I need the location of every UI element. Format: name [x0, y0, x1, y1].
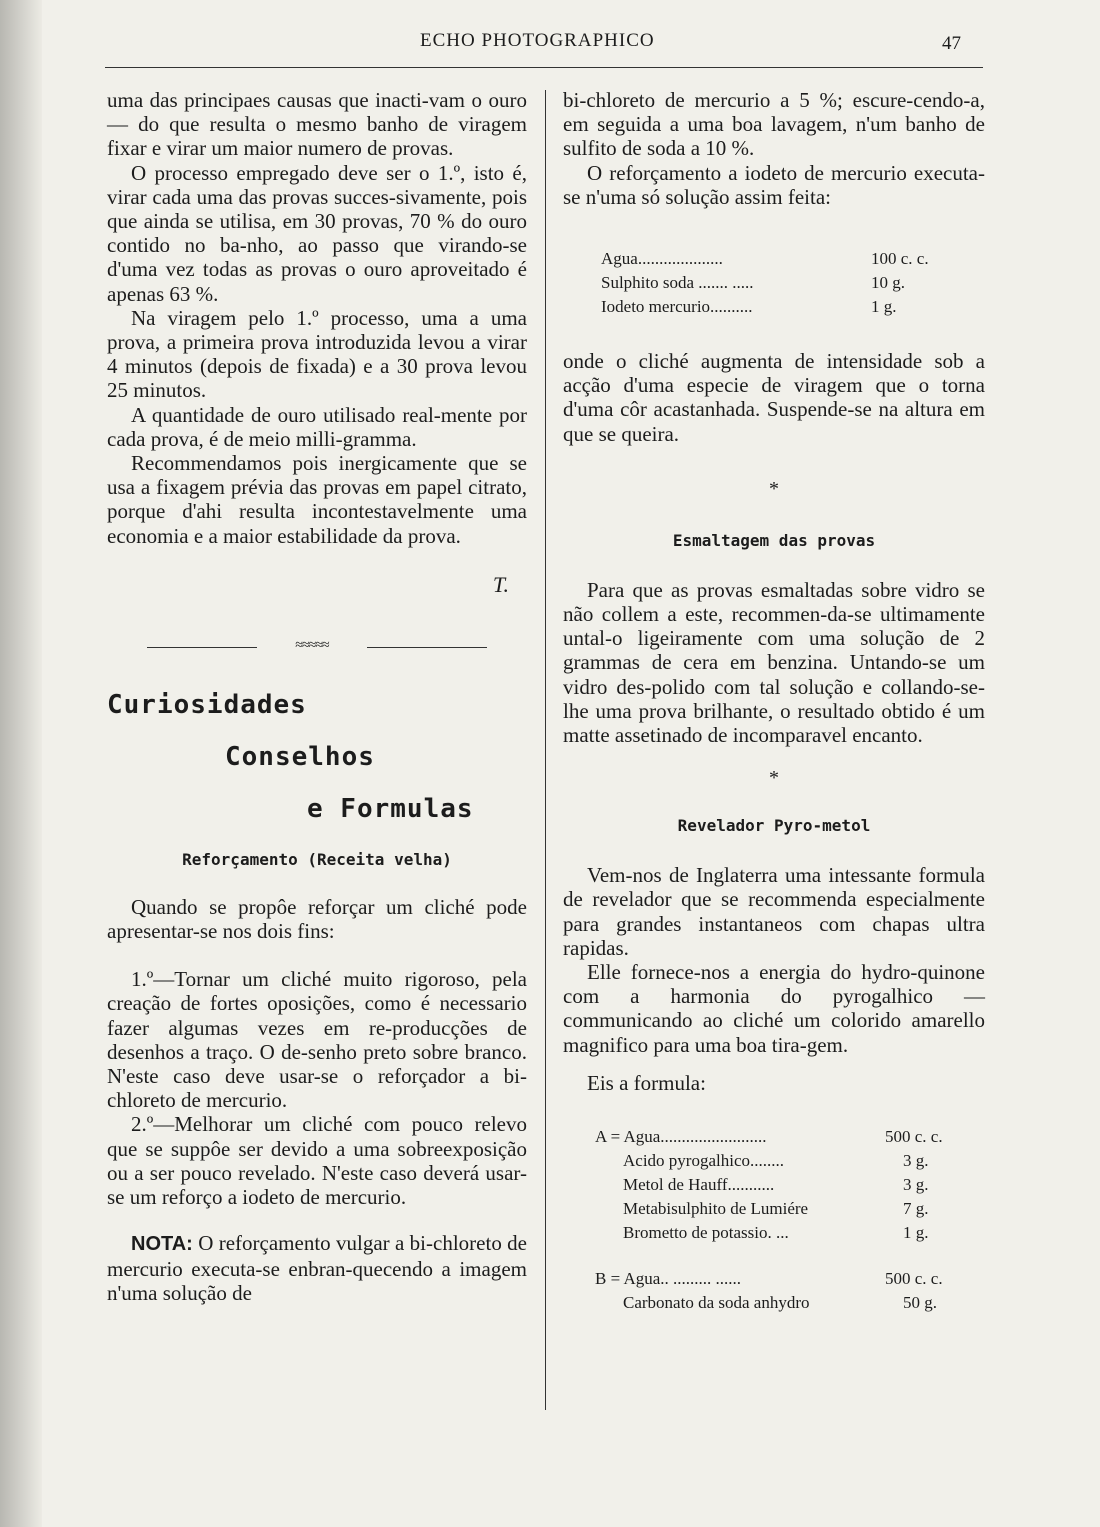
page-gutter-shadow — [0, 0, 42, 1527]
header-rule — [105, 67, 983, 68]
section-title-curiosidades: Curiosidades — [107, 689, 307, 720]
ingredient-quantity: 1 g. — [871, 297, 897, 317]
ingredient-label: Acido pyrogalhico........ — [623, 1151, 784, 1171]
formula-row — [601, 247, 985, 271]
paragraph: Quando se propôe reforçar um cliché pode apresentar-se nos dois fins: — [107, 894, 527, 944]
formula-table-a — [595, 1125, 985, 1245]
ingredient-quantity: 500 c. c. — [885, 1269, 943, 1289]
paragraph: 2.º—Melhorar um cliché com pouco relevo que se suppôe ser devido a uma sobreexposição ou a ser pouco revelado. N'este caso deverá usar-se um reforço a iodeto de mercurio. — [107, 1112, 527, 1210]
column-divider — [545, 90, 546, 1410]
paragraph: 1.º—Tornar um cliché muito rigoroso, pela creação de fortes oposições, como é necessario fazer algumas vezes em re-producções de desenhos a traço. O de-senho preto sobre branco. N'este caso deve usar-se o reforçador a bi-chloreto de mercurio. — [107, 967, 527, 1113]
nota-text: O reforçamento vulgar a bi-chloreto de mercurio executa-se enbran-quecendo a imagem n'uma solução de — [107, 1231, 527, 1305]
paragraph: Na viragem pelo 1.º processo, uma a uma prova, a primeira prova introduzida levou a virar 4 minutos (depois de fixada) e a 30 prova levou 25 minutos. — [107, 305, 527, 403]
running-title: ECHO PHOTOGRAPHICO — [420, 30, 655, 51]
paragraph: bi-chloreto de mercurio a 5 %; escure-cendo-a, em seguida a uma boa lavagem, n'um banho de sulfito de soda a 10 %. — [563, 88, 985, 161]
formula-row — [595, 1173, 985, 1197]
ingredient-quantity: 1 g. — [903, 1223, 929, 1243]
formula-row — [595, 1221, 985, 1245]
nota-paragraph — [107, 1231, 527, 1305]
paragraph: O reforçamento a iodeto de mercurio executa-se n'uma só solução assim feita: — [563, 160, 985, 209]
ingredient-label: Iodeto mercurio.......... — [601, 297, 753, 317]
ingredient-label: A = Agua......................... — [595, 1127, 767, 1147]
paragraph: uma das principaes causas que inacti-vam o ouro — do que resulta o mesmo banho de viragem fixar e virar um maior numero de provas. — [107, 88, 527, 161]
subheading-reforcamento: Reforçamento (Receita velha) — [182, 849, 452, 869]
formula-table-b — [595, 1267, 985, 1315]
left-column — [107, 88, 527, 1305]
section-divider-ornament: ≈≈≈≈≈ — [147, 638, 487, 656]
section-title-formulas: e Formulas — [307, 793, 474, 824]
paragraph: Elle fornece-nos a energia do hydro-quinone com a harmonia do pyrogalhico — communicando ao cliché um colorido amarello magnifico para uma boa tira-gem. — [563, 960, 985, 1057]
ingredient-label: Agua.................... — [601, 249, 723, 269]
right-column — [563, 88, 985, 1315]
ingredient-label: Brometto de potassio. ... — [623, 1223, 789, 1243]
formula-row — [595, 1149, 985, 1173]
ingredient-quantity: 100 c. c. — [871, 249, 929, 269]
ingredient-quantity: 10 g. — [871, 273, 905, 293]
formula-row — [601, 271, 985, 295]
paragraph: Recommendamos pois inergicamente que se usa a fixagem prévia das provas em papel citrato, porque d'ahi resulta incontestavelmente uma economia e a maior estabilidade da prova. — [107, 451, 527, 548]
subheading-revelador: Revelador Pyro-metol — [677, 816, 871, 836]
paragraph: Vem-nos de Inglaterra uma intessante formula de revelador que se recommenda especialmente para grandes instantaneos com chapas ultra rapidas. — [563, 863, 985, 960]
formula-row — [595, 1125, 985, 1149]
ingredient-quantity: 500 c. c. — [885, 1127, 943, 1147]
author-signature: T. — [492, 571, 509, 597]
ingredient-label: Sulphito soda ....... ..... — [601, 273, 754, 293]
subheading-esmaltagem: Esmaltagem das provas — [672, 530, 876, 550]
paragraph: A quantidade de ouro utilisado real-mente por cada prova, é de meio milli-gramma. — [107, 402, 527, 451]
formula-row — [595, 1291, 985, 1315]
section-star: * — [769, 477, 779, 500]
ingredient-quantity: 3 g. — [903, 1151, 929, 1171]
paragraph: onde o cliché augmenta de intensidade sob a acção d'uma especie de viragem que o torna d'uma côr acastanhada. Suspende-se na altura em que se queira. — [563, 349, 985, 446]
paragraph: O processo empregado deve ser o 1.º, isto é, virar cada uma das provas succes-sivamente, pois que ainda se utilisa, em 30 provas, 70 % do ouro contido no ba-nho, ao passo que virando-se d'uma vez todas as provas o ouro aproveitado é apenas 63 %. — [107, 160, 527, 306]
ingredient-label: Carbonato da soda anhydro — [623, 1293, 810, 1313]
formula-table-iodeto — [601, 247, 985, 319]
section-star: * — [769, 767, 779, 790]
ingredient-quantity: 50 g. — [903, 1293, 937, 1313]
paragraph: Eis a formula: — [587, 1070, 706, 1095]
page-number: 47 — [942, 33, 961, 54]
ingredient-label: B = Agua.. ......... ...... — [595, 1269, 742, 1289]
formula-row — [601, 295, 985, 319]
paragraph: Para que as provas esmaltadas sobre vidro se não collem a este, recommen-da-se ultimamente untal-o ligeiramente com uma solução de 2 grammas de cera em benzina. Untando-se um vidro des-polido com tal solução e collando-se-lhe uma prova brilhante, o resultado obtido é um matte assetinado de incomparavel encanto. — [563, 577, 985, 748]
ingredient-label: Metabisulphito de Lumiére — [623, 1199, 809, 1219]
section-title-conselhos: Conselhos — [225, 741, 375, 772]
nota-label: NOTA: — [131, 1233, 193, 1256]
formula-row — [595, 1267, 985, 1291]
formula-row — [595, 1197, 985, 1221]
ingredient-label: Metol de Hauff........... — [623, 1175, 775, 1195]
page-header — [0, 30, 1100, 54]
ingredient-quantity: 7 g. — [903, 1199, 929, 1219]
ingredient-quantity: 3 g. — [903, 1175, 929, 1195]
